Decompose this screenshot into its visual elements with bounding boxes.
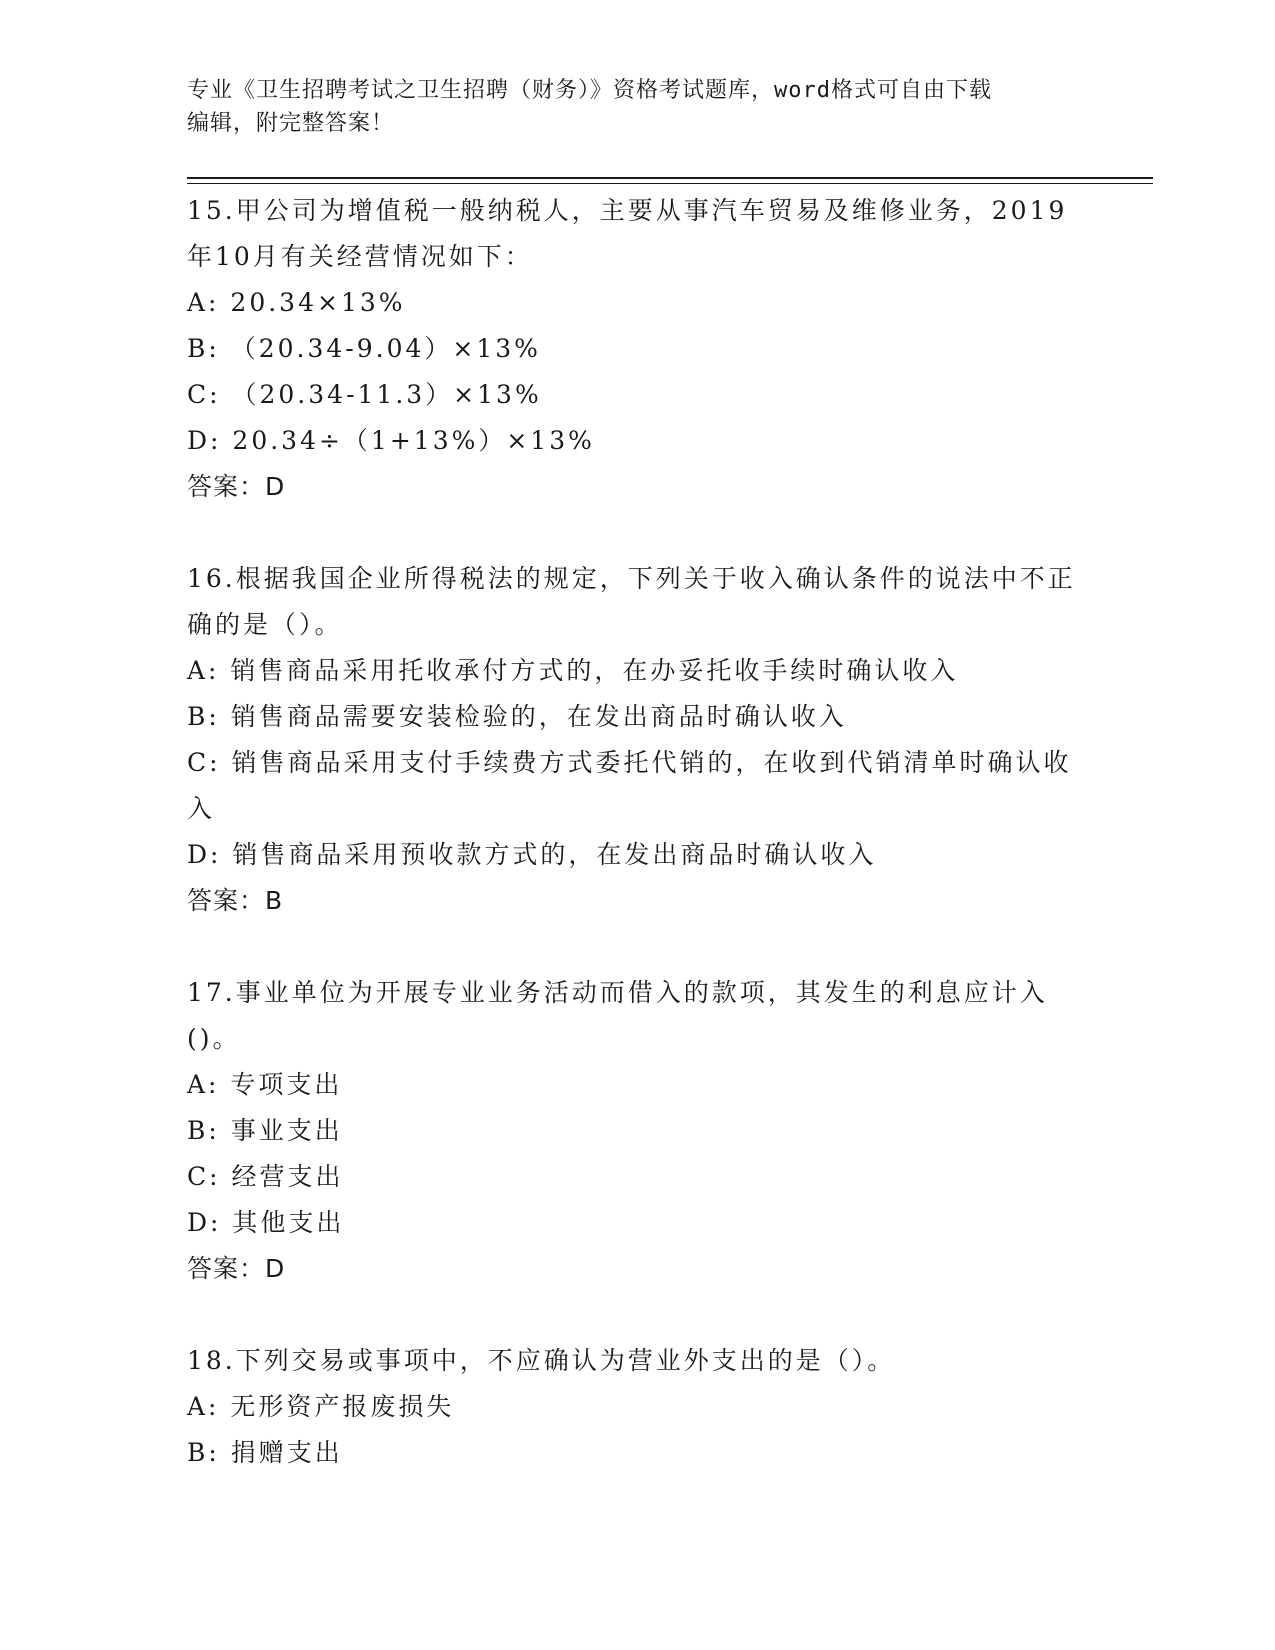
answer-label: 答案： — [187, 886, 266, 915]
answer-line — [187, 878, 1087, 924]
option-a: A: 无形资产报废损失 — [187, 1392, 455, 1421]
question-15 — [187, 188, 1087, 510]
question-17 — [187, 970, 1087, 1292]
option-b: B: 事业支出 — [187, 1116, 343, 1145]
option-a: A: 销售商品采用托收承付方式的，在办妥托收手续时确认收入 — [187, 656, 959, 685]
header-divider-thick — [187, 177, 1153, 179]
answer-value: D — [265, 472, 286, 501]
header-line-2: 编辑，附完整答案！ — [187, 111, 395, 136]
option-b: B: （20.34-9.04）×13% — [187, 334, 541, 363]
option-c: C: 经营支出 — [187, 1162, 344, 1191]
question-stem: 18.下列交易或事项中，不应确认为营业外支出的是（）。 — [187, 1346, 896, 1375]
question-18 — [187, 1338, 1087, 1476]
answer-label: 答案： — [187, 472, 266, 501]
question-16 — [187, 556, 1087, 924]
question-stem: 16.根据我国企业所得税法的规定，下列关于收入确认条件的说法中不正确的是（）。 — [187, 564, 1076, 639]
option-b: B: 捐赠支出 — [187, 1438, 343, 1467]
option-a: A: 20.34×13% — [187, 288, 406, 317]
question-stem: 15.甲公司为增值税一般纳税人，主要从事汽车贸易及维修业务，2019年10月有关经营情况如下： — [187, 196, 1068, 271]
document-header — [187, 74, 1077, 140]
header-divider-thin — [187, 183, 1153, 184]
option-b: B: 销售商品需要安装检验的，在发出商品时确认收入 — [187, 702, 847, 731]
answer-line — [187, 1246, 1087, 1292]
header-line-1: 专业《卫生招聘考试之卫生招聘（财务）》资格考试题库，word格式可自由下载 — [187, 78, 992, 103]
answer-line — [187, 464, 1087, 510]
option-a: A: 专项支出 — [187, 1070, 343, 1099]
option-d: D: 销售商品采用预收款方式的，在发出商品时确认收入 — [187, 840, 877, 869]
question-list — [187, 188, 1087, 1522]
answer-value: D — [265, 1254, 286, 1283]
option-c: C: （20.34-11.3）×13% — [187, 380, 542, 409]
option-d: D: 其他支出 — [187, 1208, 345, 1237]
option-c: C: 销售商品采用支付手续费方式委托代销的，在收到代销清单时确认收入 — [187, 748, 1072, 823]
answer-value: B — [265, 886, 284, 915]
answer-label: 答案： — [187, 1254, 266, 1283]
question-stem: 17.事业单位为开展专业业务活动而借入的款项，其发生的利息应计入()。 — [187, 978, 1048, 1053]
option-d: D: 20.34÷（1+13%）×13% — [187, 426, 595, 455]
